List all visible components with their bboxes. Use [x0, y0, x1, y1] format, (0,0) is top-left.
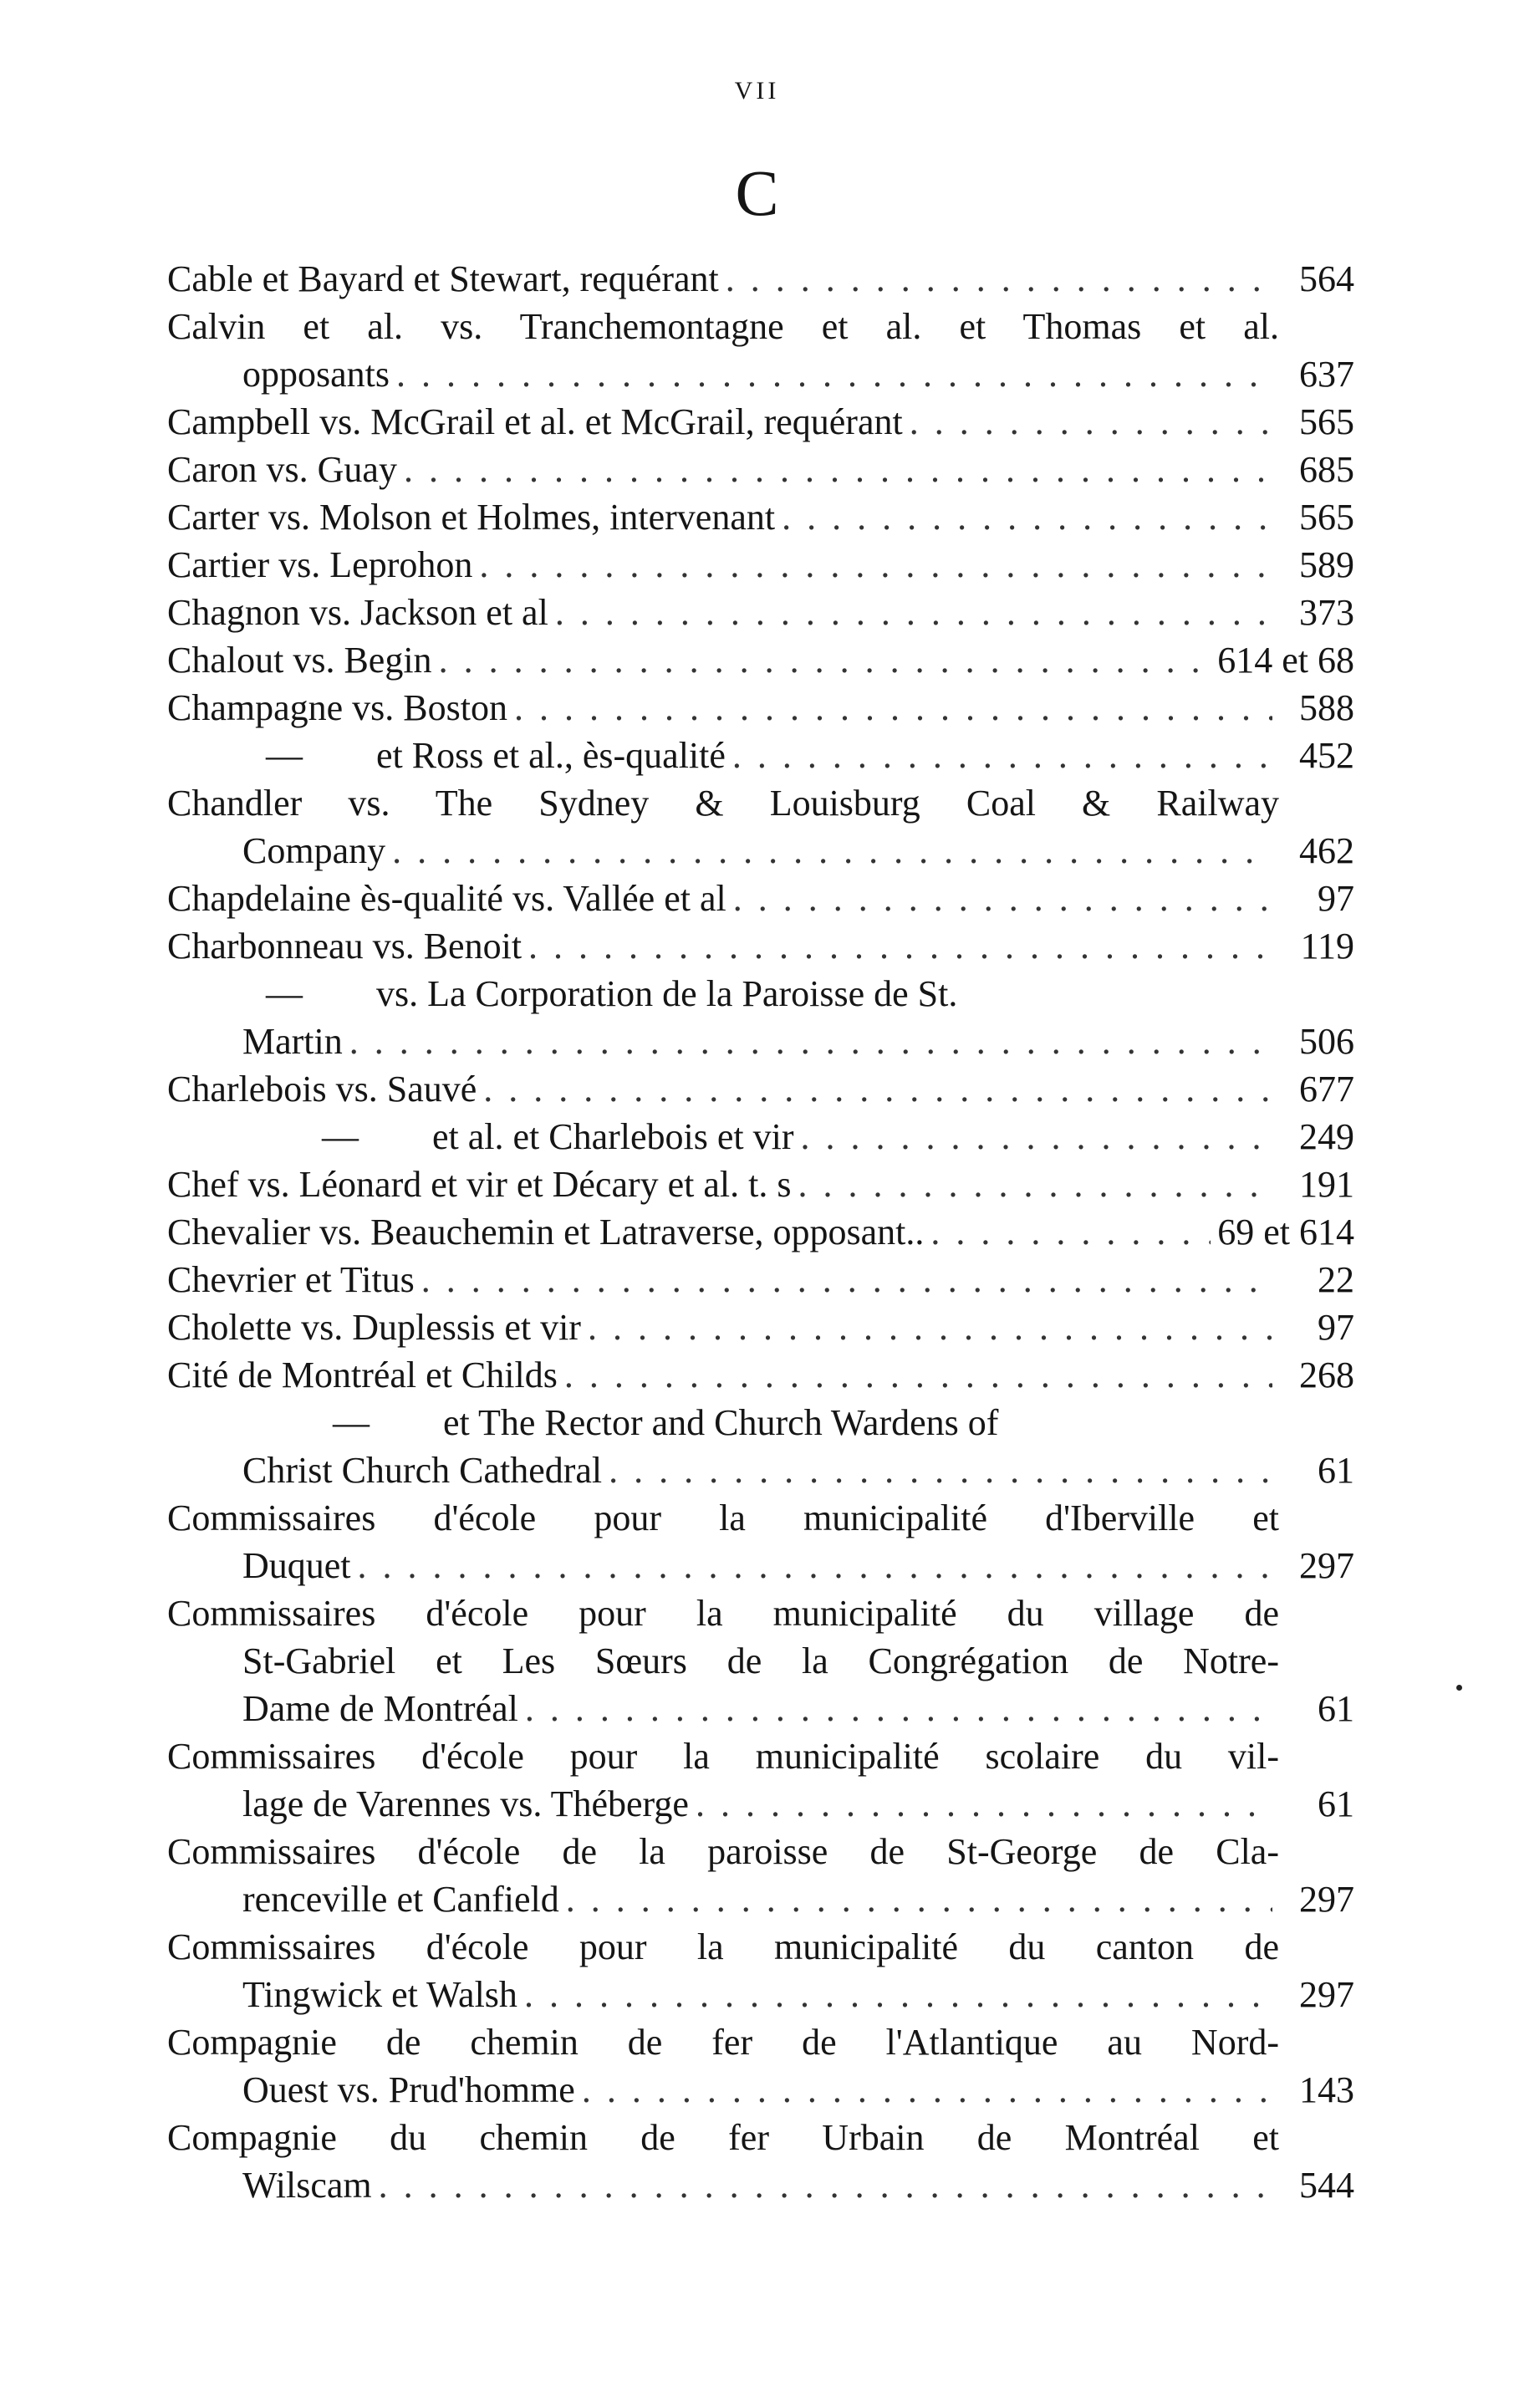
entry-text: Chevalier vs. Beauchemin et Latraverse, opposant..	[167, 1212, 925, 1252]
entry-page: 97	[1318, 1307, 1354, 1348]
entry-text: Campbell vs. McGrail et al. et McGrail, requérant	[167, 401, 903, 442]
index-entry	[167, 875, 1354, 922]
index-entry	[167, 779, 1354, 875]
entry-text: Dame de Montréal	[242, 1688, 518, 1729]
index-entry	[167, 1828, 1354, 1923]
entry-text: — vs. La Corporation de la Paroisse de St.	[266, 973, 958, 1014]
entry-page: 191	[1299, 1164, 1354, 1205]
entry-text: — et Ross et al., ès-qualité	[266, 735, 726, 776]
entry-page: 119	[1300, 926, 1354, 967]
entry-text: Chalout vs. Begin	[167, 640, 432, 681]
entry-page: 565	[1299, 497, 1354, 538]
entry-text: Commissaires d'école de la paroisse de St-George de Cla-	[167, 1831, 1279, 1872]
index-entry	[167, 446, 1354, 493]
entry-text: Compagnie du chemin de fer Urbain de Montréal et	[167, 2117, 1279, 2158]
dot-leader	[483, 1065, 1272, 1113]
dot-leader	[782, 493, 1272, 541]
entry-page: 61	[1318, 1450, 1354, 1491]
index-entry	[167, 1494, 1354, 1589]
entry-page: 373	[1299, 592, 1354, 633]
dot-leader	[609, 1446, 1272, 1494]
index-entry	[167, 1208, 1354, 1256]
entry-page: 97	[1318, 878, 1354, 919]
index-entry	[167, 1256, 1354, 1303]
entry-text: Cholette vs. Duplessis et vir	[167, 1307, 581, 1348]
entry-page: 614 et 68	[1217, 640, 1354, 681]
index-entry	[167, 1399, 1354, 1494]
dot-leader	[392, 827, 1272, 875]
index-entry	[167, 589, 1354, 636]
entry-page: 69 et 614	[1217, 1212, 1354, 1252]
dot-leader	[910, 398, 1272, 446]
entry-text: Duquet	[242, 1545, 351, 1586]
dot-leader	[421, 1256, 1272, 1303]
entry-page: 506	[1299, 1021, 1354, 1062]
entry-text: Cité de Montréal et Childs	[167, 1354, 558, 1395]
dot-leader	[696, 1780, 1272, 1828]
dot-leader	[349, 1018, 1272, 1065]
dot-leader	[555, 589, 1272, 636]
dot-leader	[726, 255, 1272, 303]
entry-page: 61	[1318, 1783, 1354, 1824]
entry-text: Tingwick et Walsh	[242, 1974, 517, 2015]
entry-text: Commissaires d'école pour la municipalité du canton de	[167, 1926, 1279, 1967]
entry-page: 297	[1299, 1974, 1354, 2015]
entry-page: 637	[1299, 354, 1354, 395]
index-entry	[167, 1161, 1354, 1208]
entry-text: Chagnon vs. Jackson et al	[167, 592, 548, 633]
entry-text: — et The Rector and Church Wardens of	[333, 1402, 999, 1443]
dot-leader	[588, 1303, 1272, 1351]
dot-leader	[379, 2161, 1272, 2209]
entry-page: 297	[1299, 1545, 1354, 1586]
entry-text: Commissaires d'école pour la municipalité du village de	[167, 1593, 1279, 1634]
entry-text: St-Gabriel et Les Sœurs de la Congrégation de Notre-	[242, 1640, 1279, 1681]
entry-page: 589	[1299, 544, 1354, 585]
entry-text: — et al. et Charlebois et vir	[322, 1116, 794, 1157]
index-entry	[167, 2018, 1354, 2114]
dot-leader	[404, 446, 1272, 493]
entry-page: 588	[1299, 687, 1354, 728]
entry-text: Wilscam	[242, 2165, 372, 2206]
entry-page: 297	[1299, 1879, 1354, 1920]
entry-text: Caron vs. Guay	[167, 449, 397, 490]
entry-page: 143	[1299, 2069, 1354, 2110]
dot-leader	[528, 922, 1272, 970]
entry-text: Company	[242, 830, 386, 871]
dot-leader	[514, 684, 1272, 732]
entry-text: Christ Church Cathedral	[242, 1450, 603, 1491]
dot-leader	[439, 636, 1211, 684]
entry-text: Calvin et al. vs. Tranchemontagne et al. et Thomas et al.	[167, 306, 1279, 347]
index-entry	[167, 1351, 1354, 1399]
index-entry	[167, 493, 1354, 541]
index-entry	[167, 255, 1354, 303]
entry-text: Chef vs. Léonard et vir et Décary et al. t. s	[167, 1164, 792, 1205]
entry-text: Chandler vs. The Sydney & Louisburg Coal & Railway	[167, 783, 1279, 824]
entry-page: 564	[1299, 258, 1354, 299]
index-entry	[167, 970, 1354, 1065]
section-letter: C	[735, 156, 779, 229]
index-entry	[167, 303, 1354, 398]
dot-leader	[358, 1542, 1272, 1589]
index-entry	[167, 541, 1354, 589]
entry-text: Commissaires d'école pour la municipalité scolaire du vil-	[167, 1736, 1279, 1777]
dot-leader	[525, 1685, 1272, 1732]
dot-leader	[396, 350, 1272, 398]
dot-leader	[582, 2066, 1272, 2114]
index-entry	[167, 2114, 1354, 2209]
index-entry	[167, 636, 1354, 684]
entry-text: lage de Varennes vs. Théberge	[242, 1783, 689, 1824]
index-entry	[167, 1923, 1354, 2018]
entry-page: 452	[1299, 735, 1354, 776]
entry-page: 565	[1299, 401, 1354, 442]
entry-page: 677	[1299, 1069, 1354, 1110]
entry-text: Ouest vs. Prud'homme	[242, 2069, 575, 2110]
index-entry	[167, 1065, 1354, 1113]
index-entry	[167, 1113, 1354, 1161]
index-entry	[167, 1589, 1354, 1732]
entry-text: renceville et Canfield	[242, 1879, 559, 1920]
dot-leader	[930, 1208, 1211, 1256]
entry-page: 249	[1299, 1116, 1354, 1157]
index-entry	[167, 1303, 1354, 1351]
entry-text: Compagnie de chemin de fer de l'Atlantique au Nord-	[167, 2022, 1279, 2063]
index-entry	[167, 922, 1354, 970]
entry-text: Cable et Bayard et Stewart, requérant	[167, 258, 719, 299]
entry-page: 462	[1299, 830, 1354, 871]
dot-leader	[524, 1971, 1272, 2018]
dot-leader	[801, 1113, 1272, 1161]
entry-text: Carter vs. Molson et Holmes, intervenant	[167, 497, 776, 538]
page-number: VII	[734, 77, 780, 105]
entry-text: Charlebois vs. Sauvé	[167, 1069, 477, 1110]
index-entry	[167, 684, 1354, 732]
entry-text: opposants	[242, 354, 390, 395]
index-entry	[167, 398, 1354, 446]
index-entry	[167, 732, 1354, 779]
entry-text: Cartier vs. Leprohon	[167, 544, 473, 585]
index-entry	[167, 1732, 1354, 1828]
entry-text: Commissaires d'école pour la municipalité d'Iberville et	[167, 1497, 1279, 1538]
dot-leader	[798, 1161, 1273, 1208]
dot-leader	[479, 541, 1272, 589]
entry-text: Martin	[242, 1021, 343, 1062]
entry-page: 685	[1299, 449, 1354, 490]
dot-leader	[733, 875, 1272, 922]
dot-leader	[566, 1875, 1272, 1923]
entry-page: 268	[1299, 1354, 1354, 1395]
entry-page: 22	[1318, 1259, 1354, 1300]
dot-leader	[564, 1351, 1272, 1399]
entry-text: Chevrier et Titus	[167, 1259, 415, 1300]
entry-text: Champagne vs. Boston	[167, 687, 507, 728]
entry-page: 544	[1299, 2165, 1354, 2206]
case-index-list	[167, 255, 1354, 2209]
dot-leader	[732, 732, 1272, 779]
print-speck	[1456, 1685, 1462, 1691]
entry-text: Charbonneau vs. Benoit	[167, 926, 523, 967]
entry-text: Chapdelaine ès-qualité vs. Vallée et al	[167, 878, 726, 919]
entry-page: 61	[1318, 1688, 1354, 1729]
